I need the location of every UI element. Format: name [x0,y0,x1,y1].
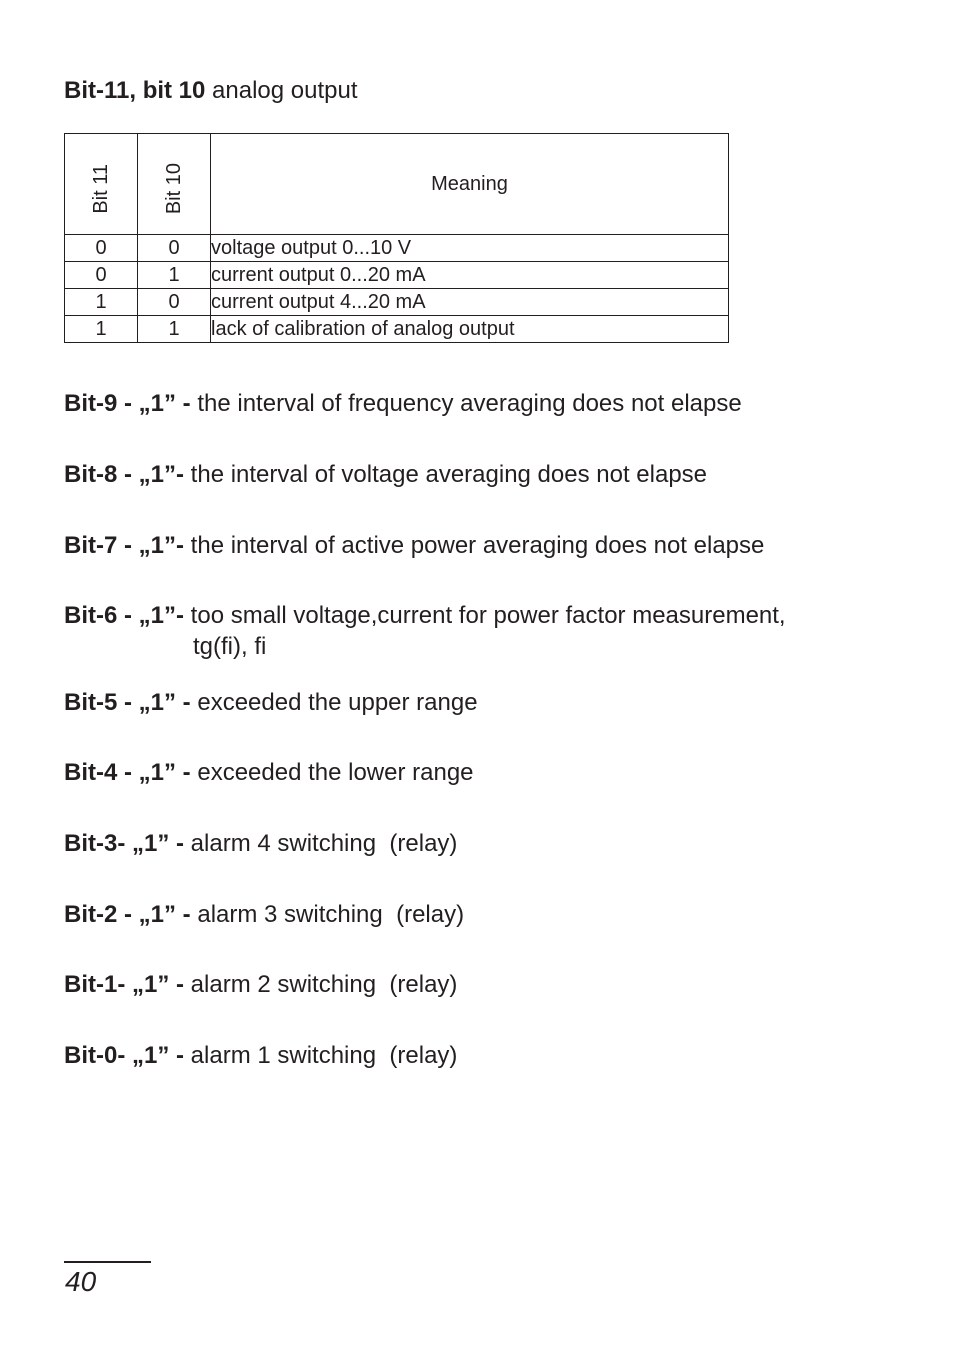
cell-bit10: 0 [138,235,211,262]
bit-2-text: alarm 3 switching (relay) [197,901,465,928]
bit-6-text: too small voltage,current for power factor measurement, [190,602,786,629]
bit-8-text: the interval of voltage averaging does not elapse [190,461,708,488]
section-title-text: analog output [205,77,358,104]
header-meaning: Meaning [211,134,729,235]
cell-meaning: voltage output 0...10 V [211,235,729,262]
footer-rule [64,1261,151,1263]
bit-4-description [64,757,474,788]
cell-bit10: 0 [138,289,211,316]
table-row [65,316,729,343]
section-title [64,76,358,106]
bit-8-description [64,459,707,490]
cell-bit11: 0 [65,262,138,289]
table-row [65,235,729,262]
bit-2-label: Bit-2 - „1” - [64,901,198,928]
cell-bit11: 0 [65,235,138,262]
bit-5-text: exceeded the upper range [197,689,478,716]
header-bit10-label: Bit 10 [163,162,185,214]
bit-9-text: the interval of frequency averaging does not elapse [197,390,742,417]
bit-3-description [64,828,457,859]
cell-meaning: lack of calibration of analog output [211,316,729,343]
bit-4-label: Bit-4 - „1” - [64,759,198,786]
bit-9-description [64,388,742,419]
bit-1-label: Bit-1- „1” - [64,971,191,998]
bit-6-description [64,600,786,631]
header-bit11-label: Bit 11 [90,164,112,214]
header-bit10 [138,134,211,235]
bit-7-text: the interval of active power averaging does not elapse [190,532,765,559]
cell-meaning: current output 4...20 mA [211,289,729,316]
analog-output-table [64,133,729,343]
bit-9-label: Bit-9 - „1” - [64,390,198,417]
bit-5-label: Bit-5 - „1” - [64,689,198,716]
bit-7-description [64,530,764,561]
cell-meaning: current output 0...20 mA [211,262,729,289]
table-header-row [65,134,729,235]
bit-4-text: exceeded the lower range [197,759,474,786]
bit-0-description [64,1040,457,1071]
bit-3-label: Bit-3- „1” - [64,830,191,857]
cell-bit11: 1 [65,316,138,343]
bit-6-continuation: tg(fi), fi [193,633,267,660]
bit-1-text: alarm 2 switching (relay) [190,971,458,998]
table-row [65,262,729,289]
section-title-bold: Bit-11, bit 10 [64,77,206,104]
bit-5-description [64,687,478,718]
bit-0-label: Bit-0- „1” - [64,1042,191,1069]
page-number: 40 [65,1266,97,1297]
cell-bit11: 1 [65,289,138,316]
cell-bit10: 1 [138,262,211,289]
bit-0-text: alarm 1 switching (relay) [190,1042,458,1069]
table-row [65,289,729,316]
bit-1-description [64,969,457,1000]
header-bit11 [65,134,138,235]
bit-7-label: Bit-7 - „1”- [64,532,191,559]
bit-2-description [64,899,464,930]
cell-bit10: 1 [138,316,211,343]
bit-3-text: alarm 4 switching (relay) [190,830,458,857]
bit-8-label: Bit-8 - „1”- [64,461,191,488]
bit-6-label: Bit-6 - „1”- [64,602,191,629]
